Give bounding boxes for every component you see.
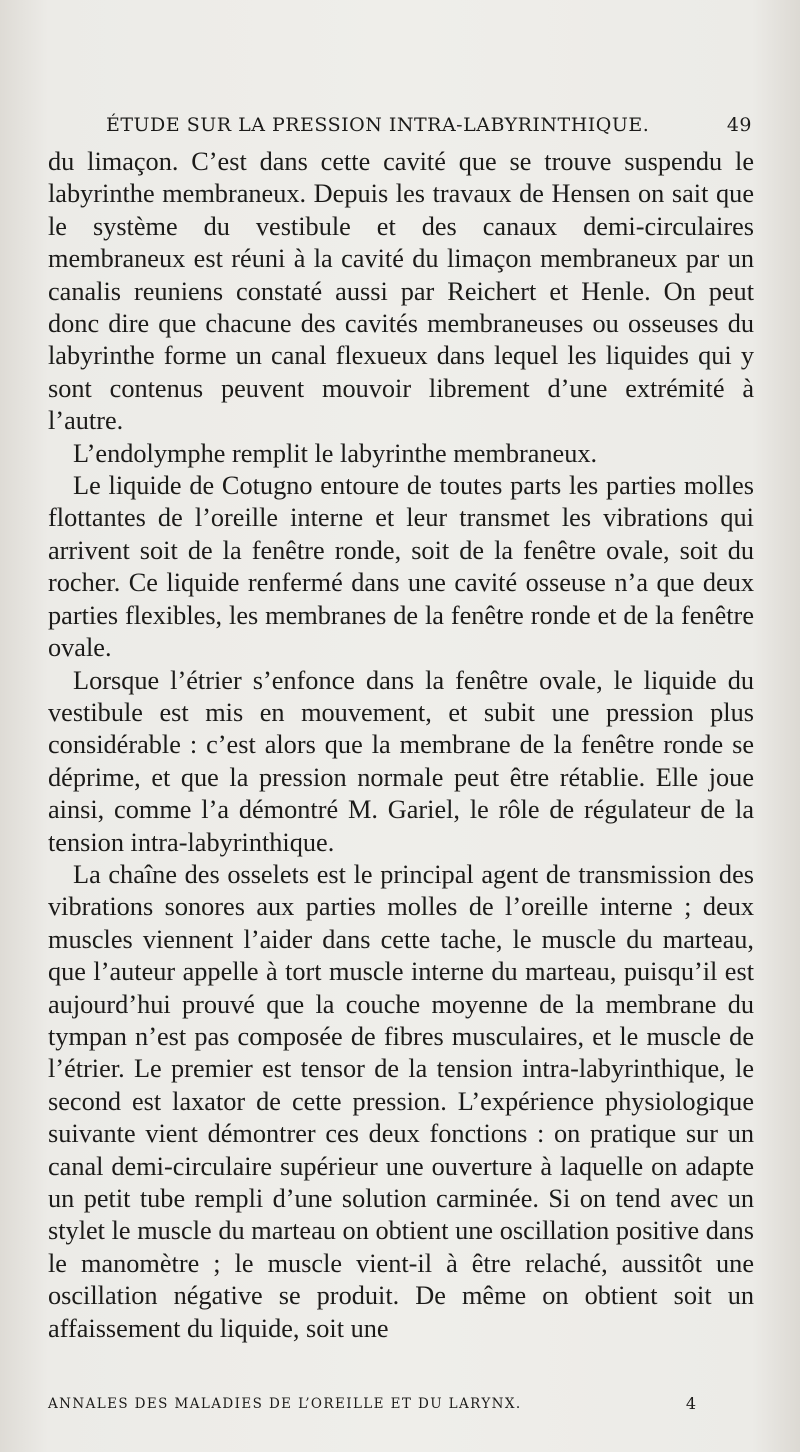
journal-title: ANNALES DES MALADIES DE L’OREILLE ET DU LARYNX. [48,1396,522,1412]
paragraph-1: du limaçon. C’est dans cette cavité que se trouve suspendu le labyrinthe membraneux. Depuis les travaux de Hensen on sait que le système du vestibule et des canaux demi-circulaires membraneux est réuni à la cavité du limaçon membraneux par un canalis reuniens constaté aussi par Reichert et Henle. On peut donc dire que chacune des cavités membraneuses ou osseuses du labyrinthe forme un canal flexueux dans lequel les liquides qui y sont contenus peuvent mouvoir librement d’une extrémité à l’autre. [48,147,754,436]
running-head [0,114,800,142]
body-text [48,146,754,1345]
paragraph-5: La chaîne des osselets est le principal agent de transmission des vibrations sonores aux parties molles de l’oreille interne ; deux muscles viennent l’aider dans cette tache, le muscle du marteau, que l’auteur appelle à tort muscle interne du marteau, puisqu’il est aujourd’hui prouvé que la couche moyenne de la membrane du tympan n’est pas composée de fibres musculaires, et le muscle de l’étrier. Le premier est tensor de la tension intra-labyrinthique, le second est laxator de cette pression. L’expérience physiologique suivante vient démontrer ces deux fonctions : on pratique sur un canal demi-circulaire supérieur une ouverture à laquelle on adapte un petit tube rempli d’une solution carminée. Si on tend avec un stylet le muscle du marteau on obtient une oscillation positive dans le manomètre ; le muscle vient-il à être relaché, aussitôt une oscillation négative se produit. De même on obtient soit un affaissement du liquide, soit une [48,859,754,1343]
running-title: ÉTUDE SUR LA PRESSION INTRA-LABYRINTHIQUE. [106,114,650,136]
paragraph-4: Lorsque l’étrier s’enfonce dans la fenêtre ovale, le liquide du vestibule est mis en mouvement, et subit une pression plus considérable : c’est alors que la membrane de la fenêtre ronde se déprime, et que la pression normale peut être rétablie. Elle joue ainsi, comme l’a démontré M. Gariel, le rôle de régulateur de la tension intra-labyrinthique. [48,665,754,857]
paragraph-2: L’endolymphe remplit le labyrinthe membraneux. [73,438,598,468]
page-number: 49 [726,114,752,136]
signature-mark: 4 [685,1394,696,1413]
page-footer [0,1396,800,1418]
paragraph-3: Le liquide de Cotugno entoure de toutes parts les parties molles flottantes de l’oreille interne et leur transmet les vibrations qui arrivent soit de la fenêtre ronde, soit de la fenêtre ovale, soit du rocher. Ce liquide renfermé dans une cavité osseuse n’a que deux parties flexibles, les membranes de la fenêtre ronde et de la fenêtre ovale. [48,471,754,663]
